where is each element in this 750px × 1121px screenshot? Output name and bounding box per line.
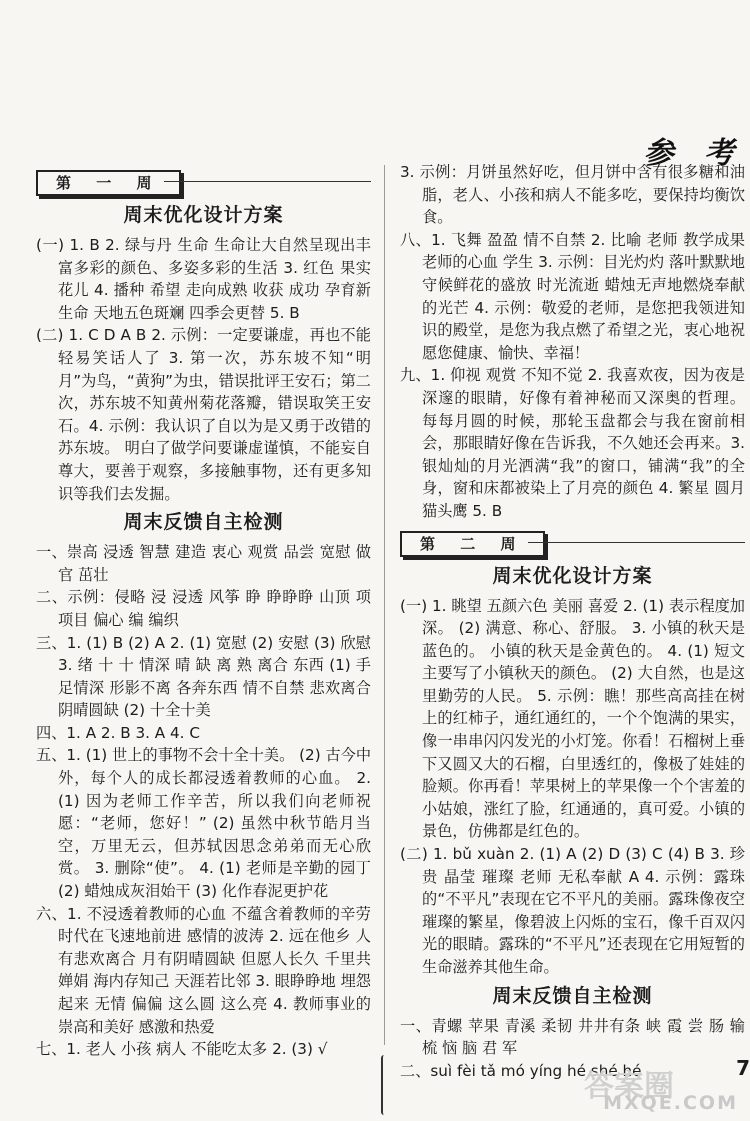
answer-paragraph: 二、suì fèi tǎ mó yíng hé shé hé [400, 1061, 642, 1080]
answer-paragraph: 二、示例：侵略 浸 浸透 风筝 睁 睁睁睁 山顶 项 项目 偏心 编 编织 [36, 588, 371, 629]
answer-paragraph: 一、崇高 浸透 智慧 建造 衷心 观赏 品尝 宽慰 做官 茁壮 [36, 543, 371, 584]
answer-paragraph: 四、1. A 2. B 3. A 4. C [36, 723, 200, 742]
week-header [36, 162, 371, 198]
section-title: 周末反馈自主检测 [492, 984, 653, 1007]
answer-paragraph: 3. 示例：月饼虽然好吃，但月饼中含有很多糖和油脂，老人、小孩和病人不能多吃，要保持均衡饮食。 [400, 163, 745, 227]
week-label: 第 二 周 [400, 531, 545, 557]
answer-paragraph: 七、1. 老人 小孩 病人 不能吃太多 2. (3) √ [36, 1040, 328, 1059]
svg-text:答案圈: 答案圈 [584, 1069, 674, 1104]
answer-paragraph: (二) 1. bǔ xuàn 2. (1) A (2) D (3) C (4) B 3. 珍贵 晶莹 璀璨 老师 无私奉献 A 4. 示例：露珠的“不平凡”表现在它不平凡的美丽。露珠像夜空璀璨的繁星，像碧波上闪烁的宝石，像千百双闪光的眼睛。露珠的“不平凡”还表现在它用短暂的生命滋养其他生命。 [400, 845, 745, 976]
answer-paragraph: 八、1. 飞舞 盈盈 情不自禁 2. 比喻 老师 教学成果 老师的心血 学生 3. 示例：目光灼灼 落叶默默地守候鲜花的盛放 时光流逝 蜡烛无声地燃烧奉献的光芒 4. 示例：敬爱的老师，是您把我领进知识的殿堂，是您为我点燃了希望之光，衷心地祝愿您健康、愉快、幸福！ [400, 230, 745, 362]
right-column [400, 161, 745, 1082]
answer-paragraph: 一、青螺 苹果 青溪 柔韧 井井有条 峡 霞 尝 肠 输 梳 恼 脑 君 军 [400, 1016, 745, 1058]
answer-paragraph: 三、1. (1) B (2) A 2. (1) 宽慰 (2) 安慰 (3) 欣慰 3. 绪 十 十 情深 晴 缺 离 熟 离合 东西 (1) 手足情深 形影不离 各奔东西 情不自禁 悲欢离合 阴晴圆缺 (2) 十全十美 [36, 633, 371, 720]
answer-paragraph: 九、1. 仰视 观赏 不知不觉 2. 我喜欢夜，因为夜是深邃的眼睛，好像有着神秘而又深奥的哲理。 每每月圆的时候，那轮玉盘都会与我在窗前相会，那眼睛好像在告诉我，不久她还会再来。3. 银灿灿的月光洒满“我”的窗口，铺满“我”的全身，窗和床都被染上了月亮的颜色 4. 繁星 圆月 猫头鹰 5. B [400, 366, 745, 520]
answer-paragraph: (一) 1. 眺望 五颜六色 美丽 喜爱 2. (1) 表示程度加深。 (2) 满意、称心、舒服。 3. 小镇的秋天是蓝色的。 小镇的秋天是金黄色的。 4. (1) 短文主要写了小镇秋天的颜色。 (2) 大自然，也是这里勤劳的人民。 5. 示例：瞧！那些高高挂在树上的红柿子，通红通红的，一个个饱满的果实，像一串串闪闪发光的小灯笼。你看！石榴树上垂下又圆又大的石榴，白里透红的，像极了娃娃的脸颊。你再看！苹果树上的苹果像一个个害羞的小姑娘，涨红了脸，红通通的，真可爱。小镇的景色，仿佛都是红色的。 [400, 596, 745, 841]
week-header [400, 523, 745, 559]
answer-paragraph: (一) 1. B 2. 绿与丹 生命 生命让大自然呈现出丰富多彩的颜色、多姿多彩的生活 3. 红色 果实 花儿 4. 播种 希望 走向成熟 收获 成功 孕育新生命 天地五色斑斓 四季会更替 5. B [36, 236, 371, 322]
week-rule [528, 542, 745, 543]
week-label: 第 一 周 [36, 170, 181, 196]
section-title: 周末优化设计方案 [492, 564, 653, 587]
binding-mark [381, 1055, 387, 1115]
answer-paragraph: (二) 1. C D A B 2. 示例：一定要谦虚，再也不能轻易笑话人了 3. 第一次，苏东坡不知“明月”为鸟，“黄狗”为虫，错误批评王安石；第二次，苏东坡不知黄州菊花落瓣，错误取笑王安石。4. 示例：我认识了自以为是又勇于改错的苏东坡。 明白了做学问要谦虚谨慎，不能妄自尊大，要善于观察，多接触事物，还有更多知识等我们去发掘。 [36, 326, 371, 503]
watermark-text: MXQE.COM [603, 1092, 738, 1114]
section-title: 周末优化设计方案 [123, 204, 284, 226]
column-divider [384, 165, 385, 1045]
page-header-title: 参 考 [643, 136, 744, 171]
section-title: 周末反馈自主检测 [123, 511, 284, 534]
week-rule [164, 181, 371, 182]
page-number: 7 [736, 1056, 750, 1080]
answer-paragraph: 六、1. 不浸透着教师的心血 不蕴含着教师的辛劳 时代在飞速地前进 感情的波涛 2. 远在他乡 人有悲欢离合 月有阴晴圆缺 但愿人长久 千里共婵娟 海内存知己 天涯若比邻 3. 眼睁睁地 埋怨起来 无情 偏偏 这么圆 这么亮 4. 教师事业的崇高和美好 感激和热爱 [36, 904, 371, 1036]
left-column [36, 162, 371, 1061]
answer-paragraph: 五、1. (1) 世上的事物不会十全十美。 (2) 古今中外，每个人的成长都浸透着教师的心血。 2. (1) 因为老师工作辛苦，所以我们向老师祝愿：“老师，您好！” (2) 虽然中秋节皓月当空，万里无云，但苏轼因思念弟弟而无心欣赏。 3. 删除“使”。 4. (1) 老师是辛勤的园丁 (2) 蜡烛成灰泪始干 (3) 化作春泥更护花 [36, 746, 372, 901]
